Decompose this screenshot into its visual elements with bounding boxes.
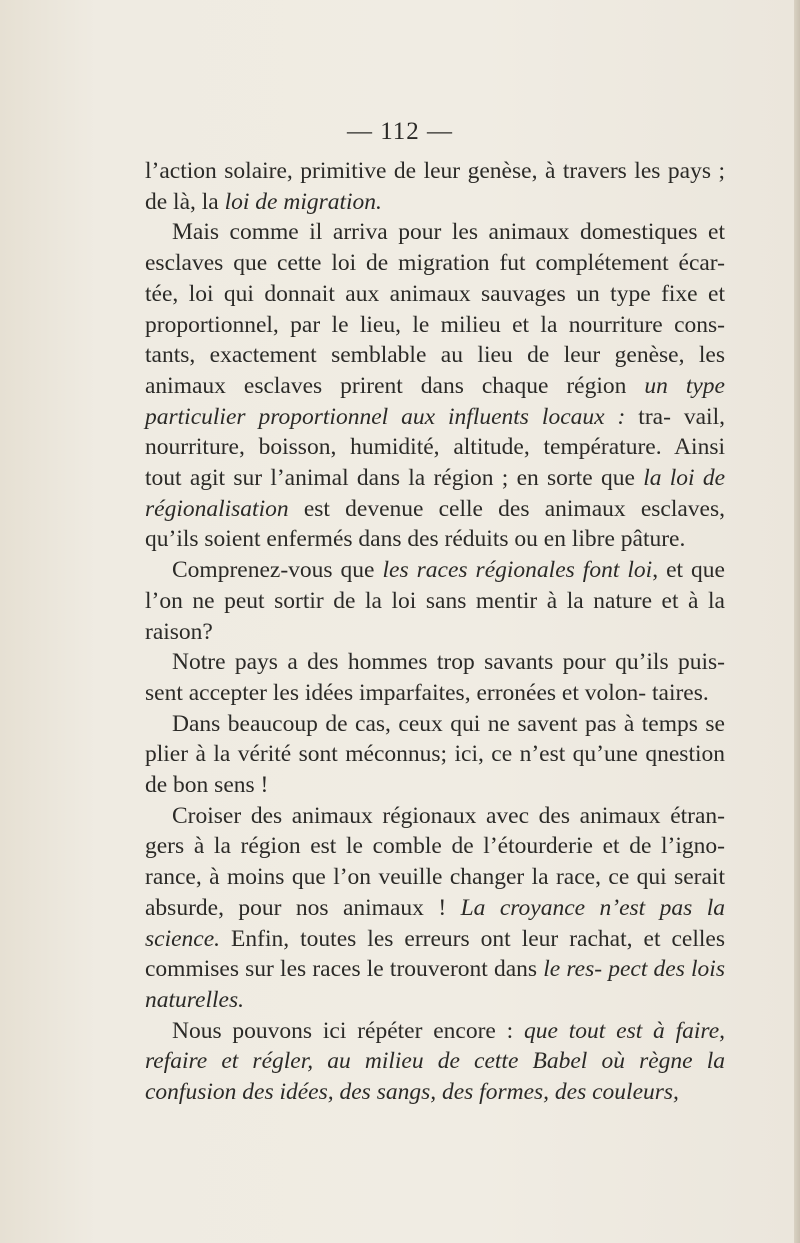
- text-run: Dans beaucoup de cas, ceux qui ne savent pas à temps se plier à la vérité sont méconnus; ici, ce n’est qu’une qnestion de bon sens !: [145, 710, 725, 799]
- text-run: Notre pays a des hommes trop savants pour qu’ils puis- sent accepter les idées imparfaites, erronées et volon- taires.: [145, 649, 725, 706]
- paragraph: [145, 555, 725, 647]
- text-run: , et que l’on ne peut sortir de la loi sans mentir à la nature et à la raison?: [145, 557, 725, 645]
- text-run: l’action solaire, primitive de leur genèse, à travers les pays ; de là, la: [145, 158, 725, 215]
- text-run: est devenue celle des animaux esclaves, qu’ils soient enfermés dans des réduits ou en libre pâture.: [145, 495, 725, 553]
- paragraph: [145, 801, 725, 1016]
- italic-text: le res- pect des lois naturelles.: [145, 956, 725, 1013]
- paragraph: [145, 217, 725, 555]
- body-text: [145, 156, 725, 1108]
- paragraph: [145, 1016, 725, 1108]
- text-run: Enfin, toutes les erreurs ont leur rachat, et celles commises sur les races le trouveront dans: [145, 925, 725, 983]
- italic-text: La croyance n’est pas la science.: [145, 894, 725, 952]
- text-run: tra- vail, nourriture, boisson, humidité, altitude, température. Ainsi tout agit sur l’animal dans la région ; en sorte que: [145, 403, 725, 492]
- italic-text: la loi de régionalisation: [145, 465, 725, 522]
- paragraph: [145, 709, 725, 801]
- italic-text: que tout est à faire, refaire et régler, au milieu de cette Babel où règne la confusion des idées, des sangs, des formes, des couleurs,: [145, 1017, 726, 1106]
- paragraph: [145, 647, 725, 708]
- page-edge: [794, 0, 800, 1243]
- page-number: — 112 —: [346, 118, 454, 145]
- text-run: Nous pouvons ici répéter encore :: [172, 1017, 525, 1044]
- italic-text: un type particulier proportionnel aux influents locaux :: [145, 372, 725, 430]
- text-run: Comprenez-vous que: [172, 557, 383, 584]
- paragraph: [145, 156, 725, 217]
- text-run: Croiser des animaux régionaux avec des animaux étran- gers à la région est le comble de l’étourderie et de l’igno- rance, à moins que l’on veuille changer la race, ce qui serait absurde, pour nos animaux !: [145, 802, 725, 921]
- text-run: Mais comme il arriva pour les animaux domestiques et esclaves que cette loi de migration fut complétement écar- tée, loi qui donnait aux animaux sauvages un type fixe et proportionnel, par le lieu, le milieu et la nourriture cons- tants, exactement semblable au lieu de leur genèse, les animaux esclaves prirent dans chaque région: [145, 219, 725, 399]
- italic-text: les races régionales font loi: [382, 557, 653, 584]
- italic-text: loi de migration.: [224, 188, 382, 215]
